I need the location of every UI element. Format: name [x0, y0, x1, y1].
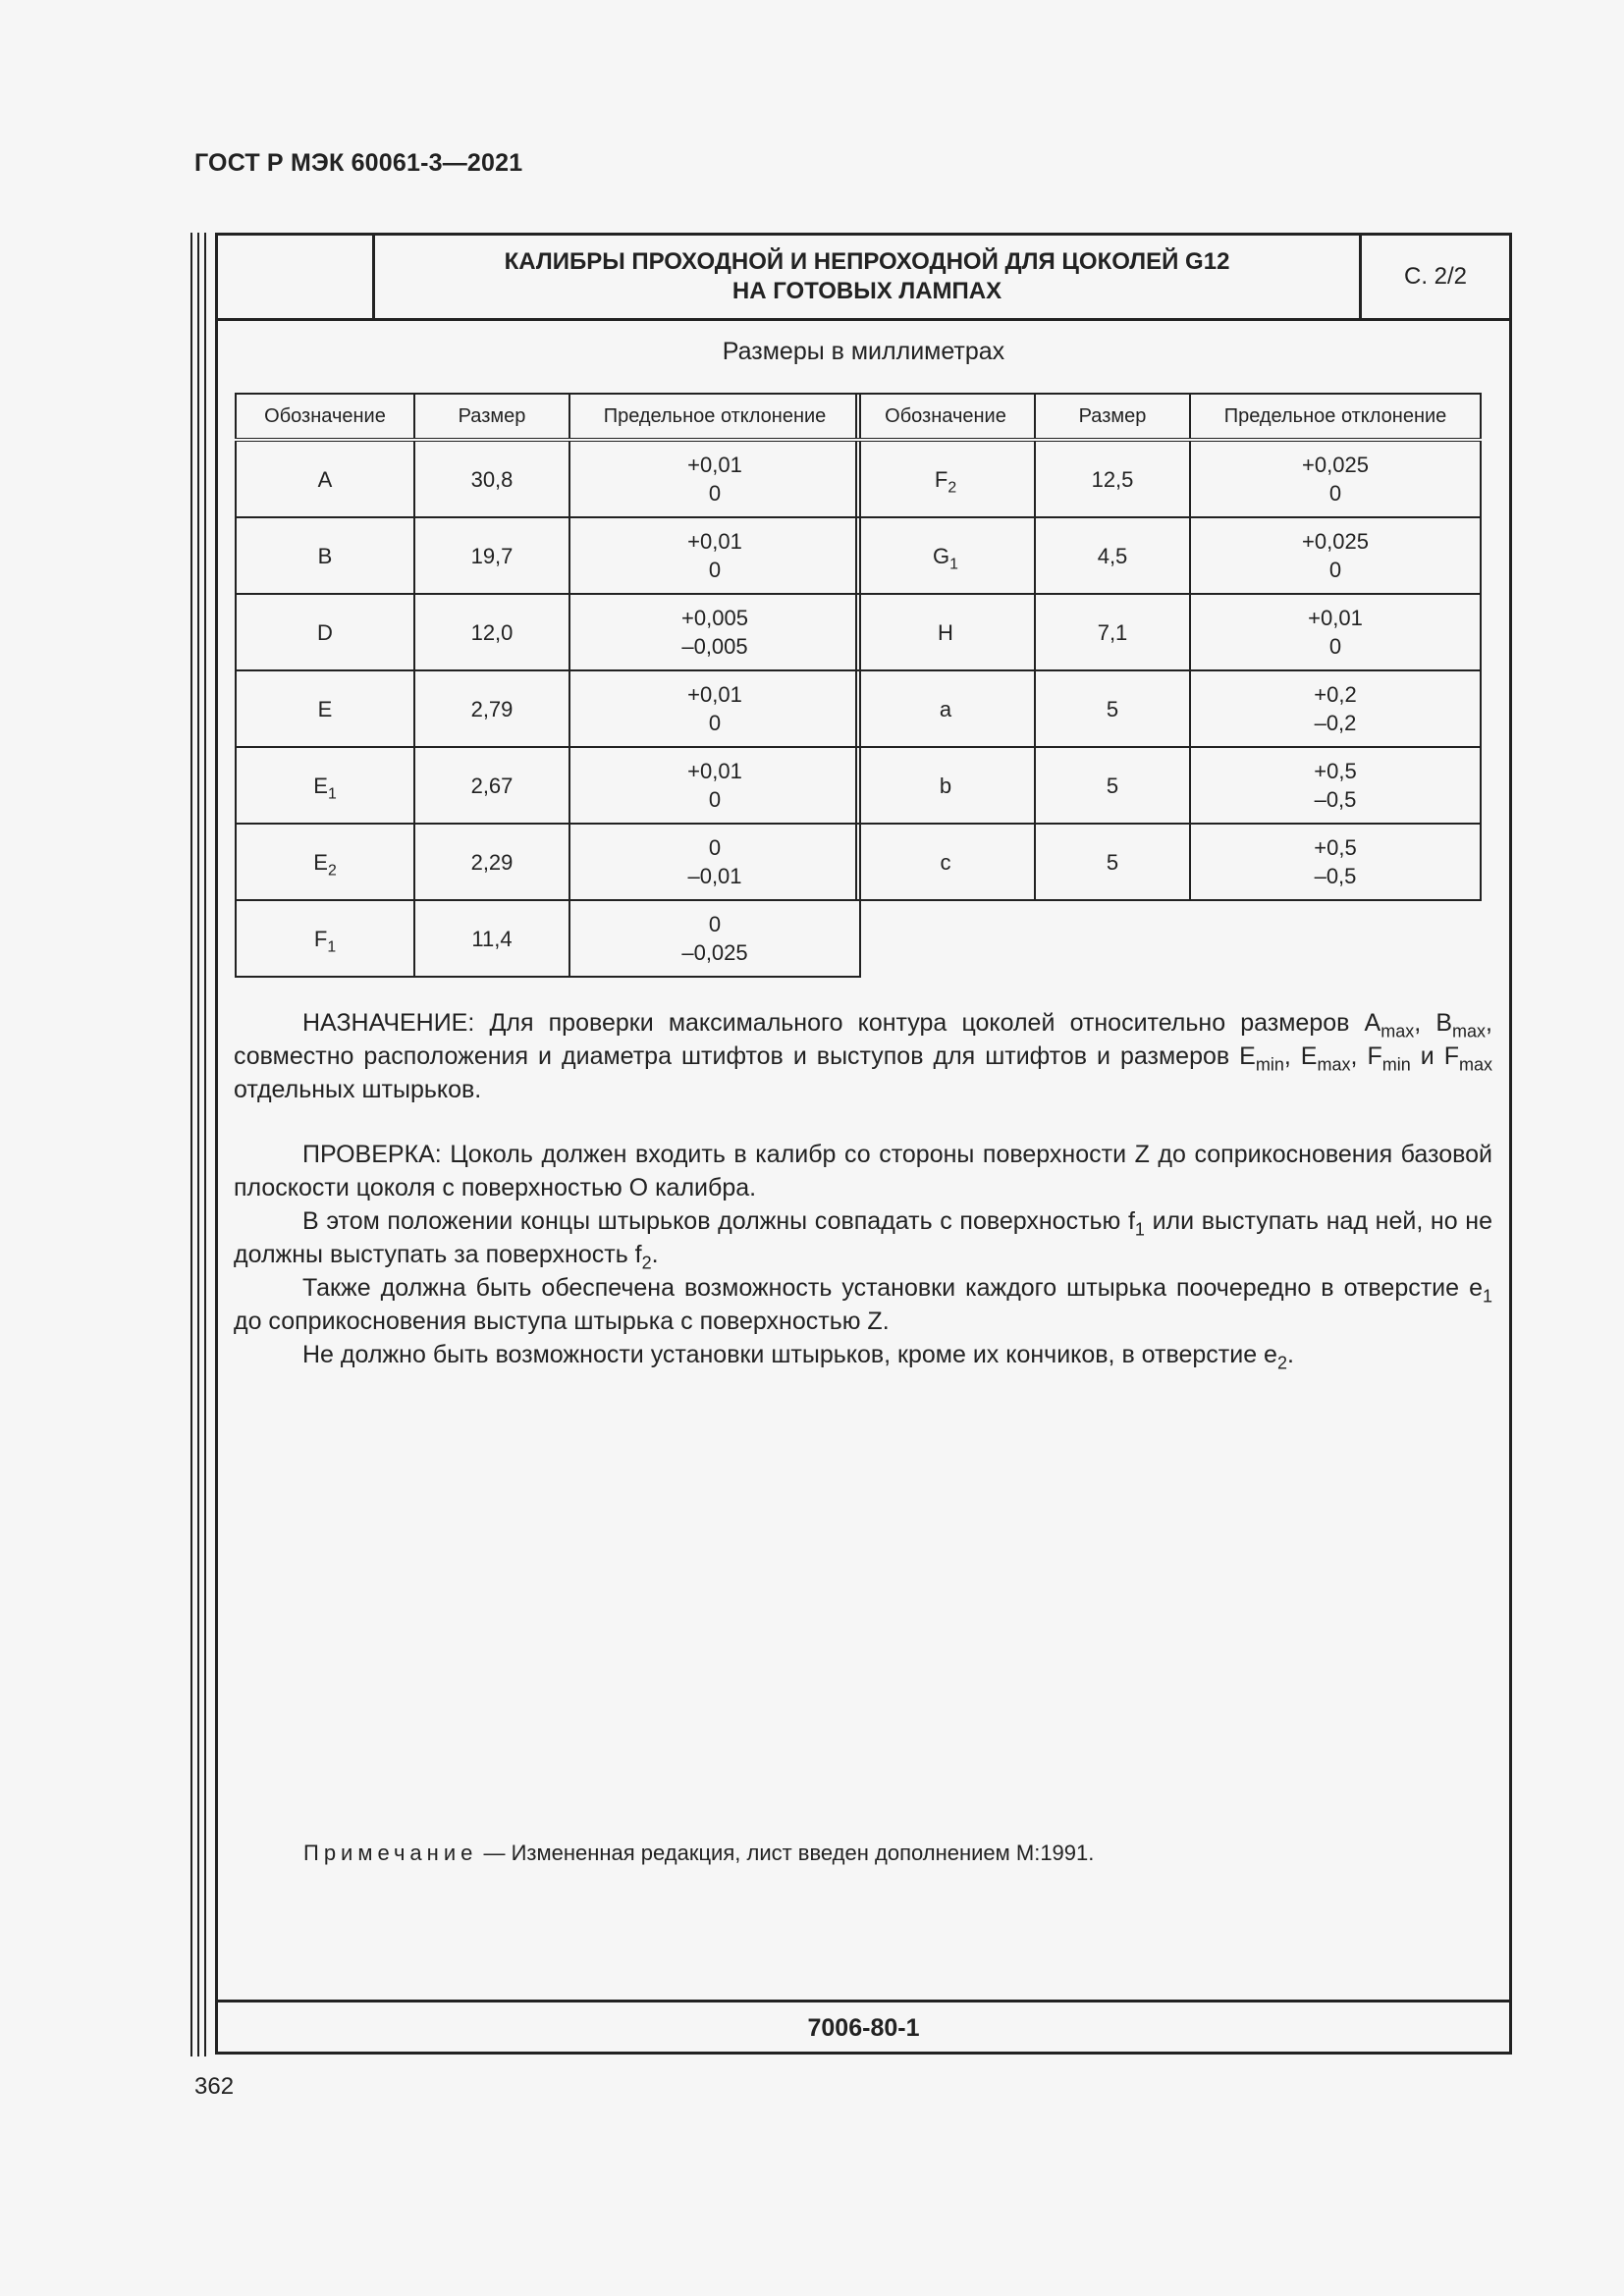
- designation-cell: $E_2$: [236, 824, 414, 900]
- margin-line: [190, 233, 192, 2056]
- deviation-cell: +0,005 –0,005: [569, 594, 860, 670]
- note-label: Примечание: [303, 1841, 478, 1865]
- size-cell: 19,7: [414, 517, 569, 594]
- table-row: [236, 824, 860, 900]
- column-header-deviation: Предельное отклонение: [569, 394, 860, 440]
- designation-cell: A: [236, 440, 414, 517]
- size-cell: 2,79: [414, 670, 569, 747]
- size-cell: 5: [1035, 824, 1190, 900]
- margin-line: [204, 233, 206, 2056]
- column-header-designation: Обозначение: [856, 394, 1035, 440]
- check-paragraph: ПРОВЕРКА: Цоколь должен входить в калибр со стороны поверхности Z до соприкосновения базовой плоскости цоколя с поверхностью O калибра.: [234, 1141, 1492, 1201]
- designation-cell: b: [856, 747, 1035, 824]
- deviation-cell: +0,01 0: [569, 517, 860, 594]
- deviation-cell: +0,01 0: [569, 670, 860, 747]
- deviation-cell: 0 –0,01: [569, 824, 860, 900]
- sheet-title-line1: КАЛИБРЫ ПРОХОДНОЙ И НЕПРОХОДНОЙ ДЛЯ ЦОКОЛЕЙ G12: [504, 248, 1230, 275]
- dimensions-table-left: [235, 393, 861, 978]
- deviation-cell: +0,5 –0,5: [1190, 747, 1481, 824]
- designation-cell: $E_1$: [236, 747, 414, 824]
- body-text: [234, 1006, 1492, 1371]
- column-header-size: Размер: [1035, 394, 1190, 440]
- size-cell: 7,1: [1035, 594, 1190, 670]
- designation-cell: $G_1$: [856, 517, 1035, 594]
- size-cell: 12,0: [414, 594, 569, 670]
- deviation-cell: +0,025 0: [1190, 517, 1481, 594]
- title-empty-cell: [218, 236, 375, 318]
- note-text: — Измененная редакция, лист введен дополнением M:1991.: [477, 1841, 1095, 1865]
- deviation-cell: +0,5 –0,5: [1190, 824, 1481, 900]
- size-cell: 2,29: [414, 824, 569, 900]
- margin-line: [197, 233, 199, 2056]
- column-header-designation: Обозначение: [236, 394, 414, 440]
- page-reference: С. 2/2: [1403, 263, 1468, 290]
- size-cell: 12,5: [1035, 440, 1190, 517]
- designation-cell: E: [236, 670, 414, 747]
- designation-cell: a: [856, 670, 1035, 747]
- purpose-paragraph: НАЗНАЧЕНИЕ: Для проверки максимального контура цоколей относительно размеров $A_{max}$, $B_{max}$, совместно расположения и диаметра штифтов и выступов для штифтов и размеров $E_{min}$, $E_{max}$, $F_{min}$ и $F_{max}$ отдельных штырьков.: [234, 1009, 1492, 1103]
- designation-cell: H: [856, 594, 1035, 670]
- table-row: [856, 824, 1481, 900]
- sheet-title: [375, 236, 1362, 318]
- page-number: 362: [194, 2073, 235, 2100]
- deviation-cell: +0,025 0: [1190, 440, 1481, 517]
- check-paragraph: Также должна быть обеспечена возможность установки каждого штырька поочередно в отверстие $e_1$ до соприкосновения выступа штырька с поверхностью Z.: [234, 1274, 1492, 1335]
- check-paragraph: В этом положении концы штырьков должны совпадать с поверхностью $f_1$ или выступать над ней, но не должны выступать за поверхность $f_2$.: [234, 1207, 1492, 1273]
- designation-cell: $F_2$: [856, 440, 1035, 517]
- deviation-cell: +0,01 0: [569, 747, 860, 824]
- designation-cell: D: [236, 594, 414, 670]
- size-cell: 11,4: [414, 900, 569, 977]
- designation-cell: B: [236, 517, 414, 594]
- size-cell: 30,8: [414, 440, 569, 517]
- size-cell: 5: [1035, 670, 1190, 747]
- column-header-deviation: Предельное отклонение: [1190, 394, 1481, 440]
- document-header: ГОСТ Р МЭК 60061-3—2021: [194, 149, 523, 177]
- check-paragraph: Не должно быть возможности установки штырьков, кроме их кончиков, в отверстие $e_2$.: [302, 1341, 1294, 1373]
- note: [303, 1841, 1094, 1866]
- table-row: [236, 517, 860, 594]
- title-block: [218, 236, 1509, 321]
- table-row: [856, 747, 1481, 824]
- sheet-code: 7006-80-1: [218, 2000, 1509, 2055]
- size-cell: 5: [1035, 747, 1190, 824]
- dimensions-table-right: [855, 393, 1482, 901]
- table-row: [236, 670, 860, 747]
- table-row: [856, 440, 1481, 517]
- sheet-title-line2: НА ГОТОВЫХ ЛАМПАХ: [731, 278, 1002, 304]
- units-caption: Размеры в миллиметрах: [722, 338, 1005, 365]
- table-row: [236, 594, 860, 670]
- table-row: [856, 670, 1481, 747]
- deviation-cell: +0,2 –0,2: [1190, 670, 1481, 747]
- deviation-cell: +0,01 0: [569, 440, 860, 517]
- column-header-size: Размер: [414, 394, 569, 440]
- table-row: [856, 594, 1481, 670]
- table-row: [236, 900, 860, 977]
- drawing-frame: [215, 233, 1512, 2055]
- table-row: [236, 747, 860, 824]
- deviation-cell: +0,01 0: [1190, 594, 1481, 670]
- table-row: [236, 440, 860, 517]
- table-row: [856, 517, 1481, 594]
- size-cell: 4,5: [1035, 517, 1190, 594]
- designation-cell: $F_1$: [236, 900, 414, 977]
- deviation-cell: 0 –0,025: [569, 900, 860, 977]
- size-cell: 2,67: [414, 747, 569, 824]
- designation-cell: c: [856, 824, 1035, 900]
